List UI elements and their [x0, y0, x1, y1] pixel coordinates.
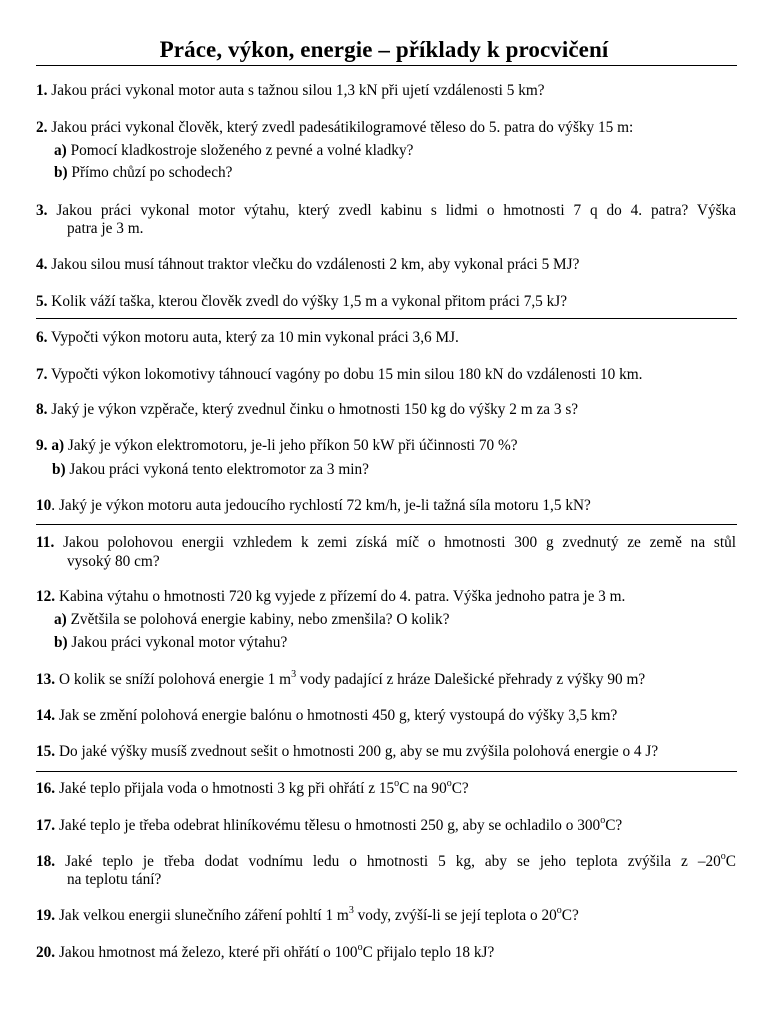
question-number: 9. [36, 437, 48, 454]
question-text: Jakou polohovou energii vzhledem k zemi získá míč o hmotnosti 300 g zvednutý ze země na stůl [54, 534, 736, 551]
question-3 [36, 201, 736, 221]
question-19 [36, 906, 736, 926]
question-text: C na 90 [399, 780, 447, 797]
question-text: Do jaké výšky musíš zvednout sešit o hmotnosti 200 g, aby se mu zvýšila polohová energie o 4 J? [55, 743, 659, 760]
question-text: Jaké teplo přijala voda o hmotnosti 3 kg při ohřátí z 15 [55, 780, 395, 797]
question-1 [36, 81, 736, 101]
question-number: 13. [36, 671, 56, 688]
question-text: Jaký je výkon motoru auta jedoucího rychlostí 72 km/h, je-li tažná síla motoru 1,5 kN? [55, 497, 591, 514]
question-4 [36, 255, 736, 275]
question-text: vody padající z hráze Dalešické přehrady z výšky 90 m? [296, 671, 646, 688]
question-number: 12. [36, 588, 56, 605]
question-number: 3. [36, 202, 48, 219]
question-text: Jak velkou energii slunečního záření pohltí 1 m [55, 907, 349, 924]
question-text: Jakou hmotnost má železo, které při ohřátí o 100 [55, 944, 358, 961]
subquestion-text: Pomocí kladkostroje složeného z pevné a volné kladky? [66, 142, 414, 159]
question-text: C přijalo teplo 18 kJ? [362, 944, 495, 961]
page-title: Práce, výkon, energie – příklady k procvičení [159, 37, 609, 62]
question-text: O kolik se sníží polohová energie 1 m [55, 671, 292, 688]
subquestion-text: Jakou práci vykonal motor výtahu? [67, 634, 288, 651]
question-number: 16. [36, 780, 56, 797]
question-18 [36, 852, 736, 872]
question-text: Vypočti výkon lokomotivy táhnoucí vagóny po dobu 15 min silou 180 kN do vzdálenosti 10 km. [47, 366, 643, 383]
question-9a [36, 436, 736, 456]
question-number: 17. [36, 817, 56, 834]
question-text: Jaký je výkon vzpěrače, který zvednul činku o hmotnosti 150 kg do výšky 2 m za 3 s? [47, 401, 579, 418]
subquestion-label: b) [54, 634, 68, 651]
title-underline [36, 65, 737, 66]
question-text: Jakou práci vykonal motor auta s tažnou silou 1,3 kN při ujetí vzdálenosti 5 km? [47, 82, 545, 99]
question-6 [36, 328, 736, 348]
question-10 [36, 496, 736, 516]
question-text: Kabina výtahu o hmotnosti 720 kg vyjede z přízemí do 4. patra. Výška jednoho patra je 3 m. [55, 588, 626, 605]
subquestion-label: b) [54, 164, 68, 181]
superscript: 3 [291, 668, 297, 680]
question-text: Vypočti výkon motoru auta, který za 10 min vykonal práci 3,6 MJ. [47, 329, 459, 346]
section-divider-power-energy [36, 524, 737, 525]
question-11 [36, 533, 736, 553]
question-number: 1. [36, 82, 48, 99]
question-2a [54, 141, 754, 161]
question-text: Jakou práci vykonal motor výtahu, který zvedl kabinu s lidmi o hmotnosti 7 q do 4. patra? Výška [47, 202, 736, 219]
question-number: 6. [36, 329, 48, 346]
subquestion-label: a) [54, 611, 67, 628]
question-text: Jaké teplo je třeba odebrat hliníkovému tělesu o hmotnosti 250 g, aby se ochladilo o 300 [55, 817, 601, 834]
subquestion-label: b) [52, 461, 66, 478]
question-8 [36, 400, 736, 420]
degree-superscript: o [357, 941, 363, 953]
question-number: 15. [36, 743, 56, 760]
degree-superscript: o [600, 814, 606, 826]
question-14 [36, 706, 736, 726]
question-text: Jakou práci vykonal člověk, který zvedl padesátikilogramové těleso do 5. patra do výšky 15 m: [47, 119, 634, 136]
question-2b [54, 163, 754, 183]
subquestion-text: Přímo chůzí po schodech? [67, 164, 233, 181]
subquestion-label: a) [54, 142, 67, 159]
question-9b [52, 460, 752, 480]
question-number: 14. [36, 707, 56, 724]
question-text: Jakou silou musí táhnout traktor vlečku do vzdálenosti 2 km, aby vykonal práci 5 MJ? [47, 256, 580, 273]
question-text: Jak se změní polohová energie balónu o hmotnosti 450 g, který vystoupá do výšky 3,5 km? [55, 707, 618, 724]
question-20 [36, 943, 736, 963]
question-text: Kolik váží taška, kterou člověk zvedl do výšky 1,5 m a vykonal přitom práci 7,5 kJ? [47, 293, 568, 310]
section-divider-work-power [36, 318, 737, 319]
degree-superscript: o [720, 850, 726, 862]
question-number: 5. [36, 293, 48, 310]
question-text: C [725, 853, 736, 870]
question-12b [54, 633, 754, 653]
question-2 [36, 118, 736, 138]
question-13 [36, 670, 736, 690]
question-15 [36, 742, 736, 762]
question-17 [36, 816, 736, 836]
question-5 [36, 292, 736, 312]
section-divider-energy-heat [36, 771, 737, 772]
question-number: 2. [36, 119, 48, 136]
question-number: 7. [36, 366, 48, 383]
subquestion-text: Jakou práci vykoná tento elektromotor za 3 min? [65, 461, 369, 478]
question-text: C? [561, 907, 579, 924]
question-number: 10 [36, 497, 52, 514]
question-number: 4. [36, 256, 48, 273]
degree-superscript: o [446, 777, 452, 789]
subquestion-text: Zvětšila se polohová energie kabiny, nebo zmenšila? O kolik? [66, 611, 450, 628]
question-number-dot: . [51, 497, 56, 514]
question-text: C? [451, 780, 469, 797]
question-number: 8. [36, 401, 48, 418]
question-12 [36, 587, 736, 607]
question-7 [36, 365, 736, 385]
question-3-continued: patra je 3 m. [67, 220, 144, 237]
question-text: vody, zvýší-li se její teplota o 20 [353, 907, 557, 924]
question-12a [54, 610, 754, 630]
subquestion-text: Jaký je výkon elektromotoru, je-li jeho příkon 50 kW při účinnosti 70 %? [64, 437, 518, 454]
subquestion-label: a) [51, 437, 65, 454]
question-text: C? [605, 817, 623, 834]
superscript: 3 [348, 904, 354, 916]
question-16 [36, 779, 736, 799]
question-number: 19. [36, 907, 56, 924]
question-number: 11. [36, 534, 55, 551]
question-11-continued: vysoký 80 cm? [67, 553, 160, 570]
degree-superscript: o [556, 904, 562, 916]
question-number: 20. [36, 944, 56, 961]
degree-superscript: o [394, 777, 400, 789]
question-number: 18. [36, 853, 56, 870]
question-text: Jaké teplo je třeba dodat vodnímu ledu o hmotnosti 5 kg, aby se jeho teplota zvýšila z –20 [55, 853, 721, 870]
question-18-continued: na teplotu tání? [67, 871, 162, 888]
